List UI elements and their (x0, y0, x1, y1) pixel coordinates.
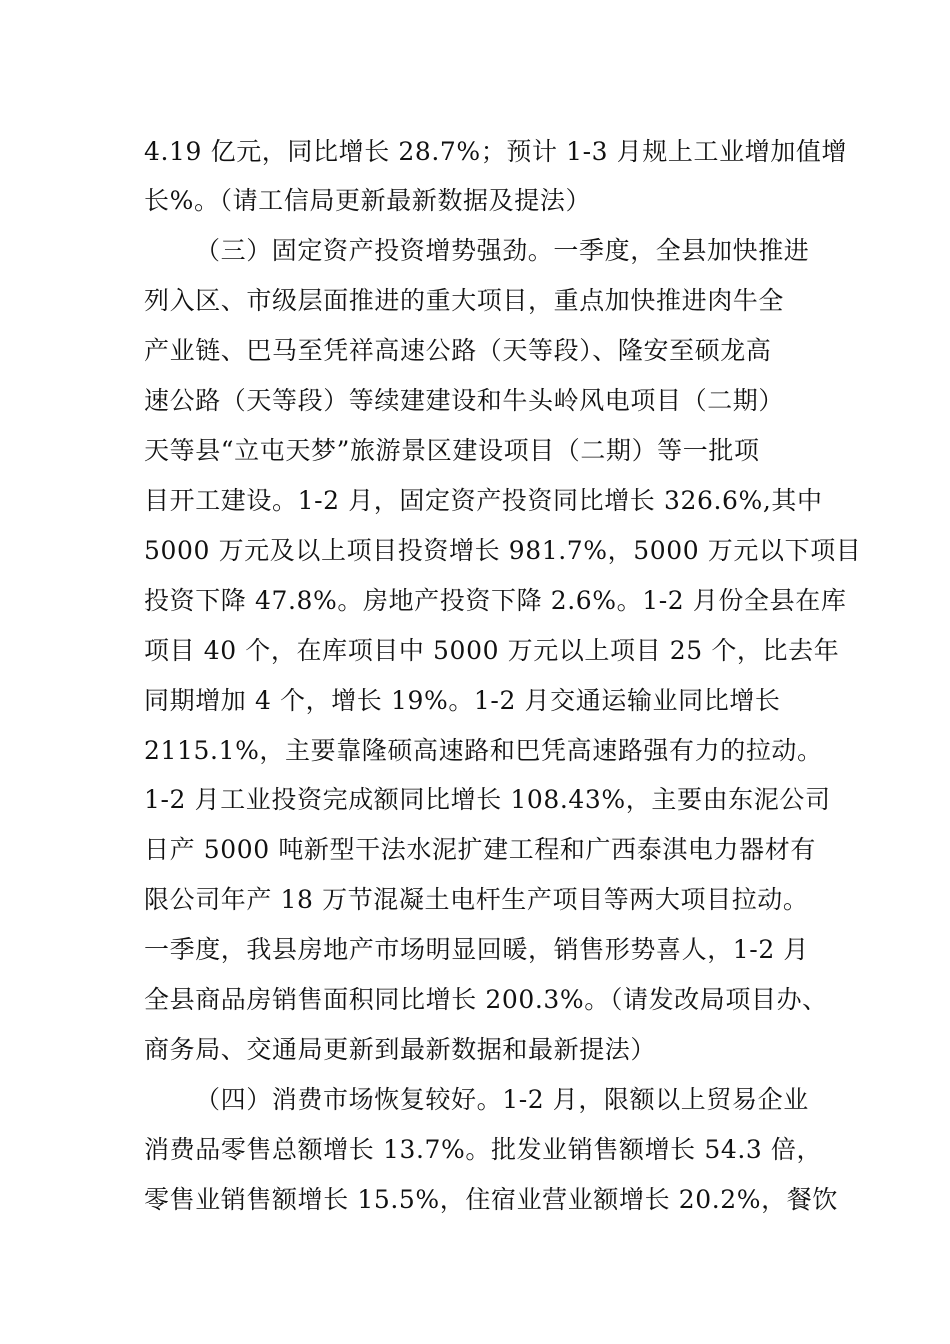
text-line: 目开工建设。1-2 月，固定资产投资同比增长 326.6%,其中 (144, 486, 823, 515)
text-line: 日产 5000 吨新型干法水泥扩建工程和广西泰淇电力器材有 (144, 835, 816, 864)
text-line: 5000 万元及以上项目投资增长 981.7%，5000 万元以下项目 (144, 536, 862, 565)
text-line: 长%。（请工信局更新最新数据及提法） (144, 186, 592, 215)
text-line: 一季度，我县房地产市场明显回暖，销售形势喜人，1-2 月 (144, 935, 810, 964)
text-line: 全县商品房销售面积同比增长 200.3%。（请发改局项目办、 (144, 985, 828, 1014)
text-line: 2115.1%，主要靠隆硕高速路和巴凭高速路强有力的拉动。 (144, 736, 823, 765)
text-line: 零售业销售额增长 15.5%，住宿业营业额增长 20.2%，餐饮 (144, 1185, 838, 1214)
text-line: 列入区、市级层面推进的重大项目，重点加快推进肉牛全 (144, 286, 785, 315)
text-line: 产业链、巴马至凭祥高速公路（天等段）、隆安至硕龙高 (144, 336, 772, 365)
text-line: 同期增加 4 个，增长 19%。1-2 月交通运输业同比增长 (144, 686, 781, 715)
text-line: 限公司年产 18 万节混凝土电杆生产项目等两大项目拉动。 (144, 885, 809, 914)
text-line: 天等县“立屯天梦”旅游景区建设项目（二期）等一批项 (144, 436, 760, 465)
text-line: 项目 40 个，在库项目中 5000 万元以上项目 25 个，比去年 (144, 636, 840, 665)
text-line: 投资下降 47.8%。房地产投资下降 2.6%。1-2 月份全县在库 (144, 586, 847, 615)
text-line: 1-2 月工业投资完成额同比增长 108.43%，主要由东泥公司 (144, 785, 831, 814)
text-line: 消费品零售总额增长 13.7%。批发业销售额增长 54.3 倍， (144, 1135, 823, 1164)
text-line: 4.19 亿元，同比增长 28.7%；预计 1-3 月规上工业增加值增 (144, 137, 848, 166)
section-heading-line: （四）消费市场恢复较好。1-2 月，限额以上贸易企业 (195, 1085, 809, 1114)
text-line: 速公路（天等段）等续建建设和牛头岭风电项目（二期） (144, 386, 785, 415)
section-heading-line: （三）固定资产投资增势强劲。一季度，全县加快推进 (195, 236, 810, 265)
text-line: 商务局、交通局更新到最新数据和最新提法） (144, 1035, 657, 1064)
